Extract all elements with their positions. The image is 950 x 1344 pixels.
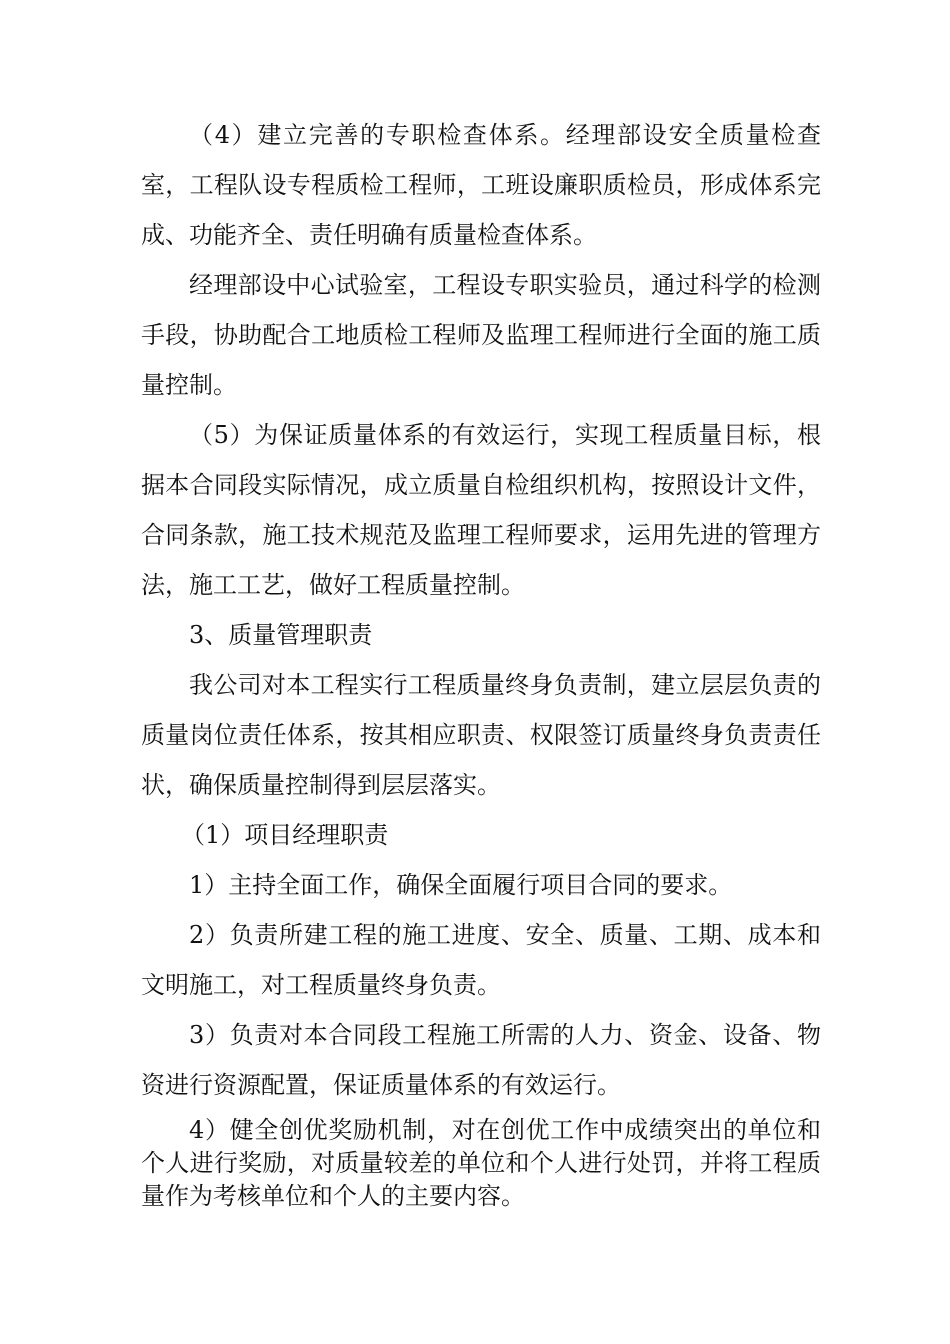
paragraph-quality-system-operation: （5）为保证质量体系的有效运行，实现工程质量目标，根据本合同段实际情况，成立质量自检组织机构，按照设计文件，合同条款，施工技术规范及监理工程师要求，运用先进的管理方法，施工工艺，做好工程质量控制。 bbox=[141, 421, 821, 599]
list-item-duty-2: 2）负责所建工程的施工进度、安全、质量、工期、成本和文明施工，对工程质量终身负责。 bbox=[141, 921, 821, 999]
list-item-duty-1: 1）主持全面工作，确保全面履行项目合同的要求。 bbox=[189, 871, 733, 899]
list-item-duty-4: 4）健全创优奖励机制，对在创优工作中成绩突出的单位和个人进行奖励，对质量较差的单位和个人进行处罚，并将工程质量作为考核单位和个人的主要内容。 bbox=[141, 1116, 821, 1210]
subheading-project-manager-duties: （1）项目经理职责 bbox=[181, 821, 389, 849]
paragraph-testing-lab: 经理部设中心试验室，工程设专职实验员，通过科学的检测手段，协助配合工地质检工程师及监理工程师进行全面的施工质量控制。 bbox=[141, 271, 821, 399]
section-heading-quality-duties: 3、质量管理职责 bbox=[189, 621, 373, 649]
document-body bbox=[141, 110, 821, 1213]
paragraph-lifetime-responsibility: 我公司对本工程实行工程质量终身负责制，建立层层负责的质量岗位责任体系，按其相应职责、权限签订质量终身负责责任状，确保质量控制得到层层落实。 bbox=[141, 671, 821, 799]
list-item-duty-3: 3）负责对本合同段工程施工所需的人力、资金、设备、物资进行资源配置，保证质量体系的有效运行。 bbox=[141, 1021, 821, 1099]
paragraph-inspection-system: （4）建立完善的专职检查体系。经理部设安全质量检查室，工程队设专程质检工程师，工班设廉职质检员，形成体系完成、功能齐全、责任明确有质量检查体系。 bbox=[141, 121, 821, 249]
